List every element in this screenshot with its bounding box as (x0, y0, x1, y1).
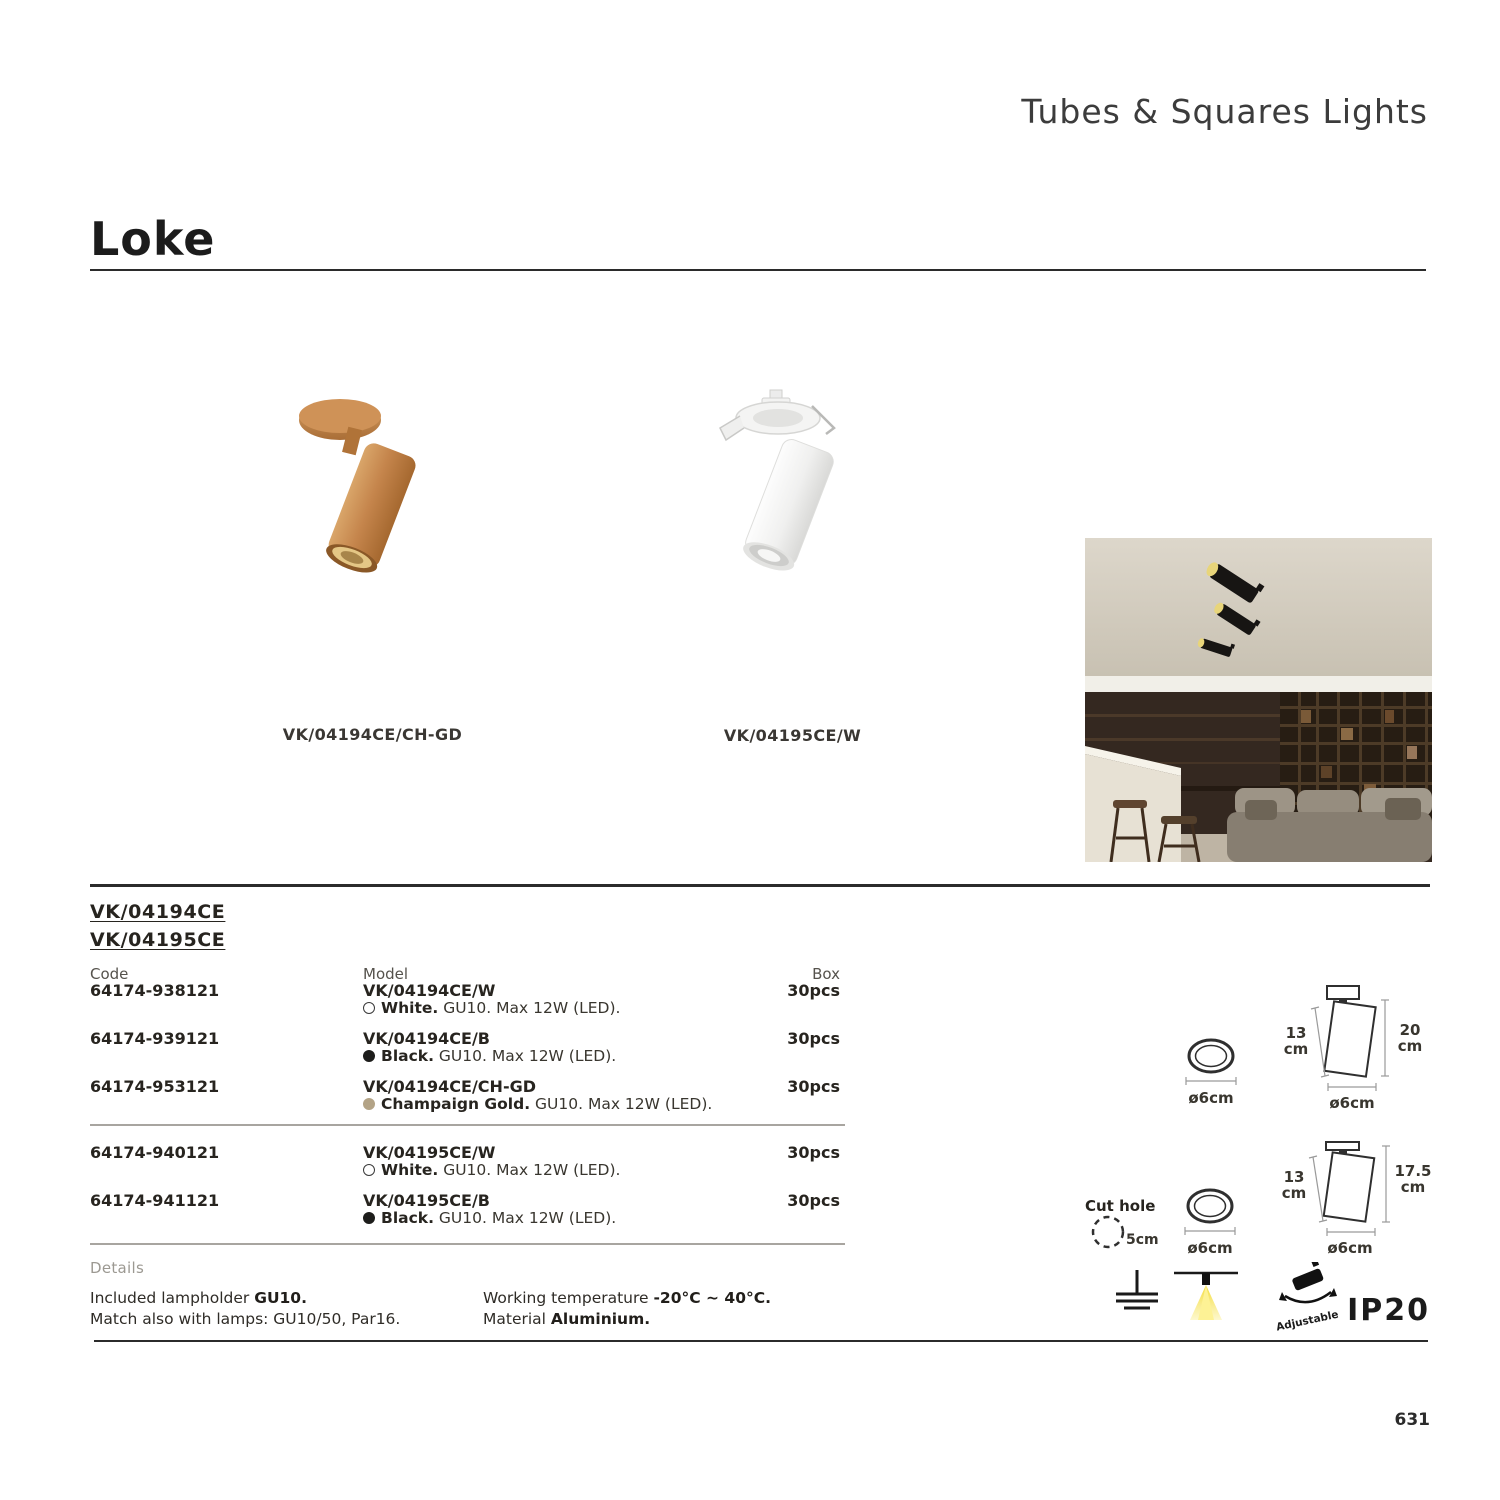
ceiling-light-icon (1174, 1273, 1238, 1320)
technical-drawings (1080, 950, 1440, 1262)
table-row (90, 1191, 840, 1211)
product-description: White. GU10. Max 12W (LED). (363, 999, 620, 1017)
table-row (90, 1077, 840, 1097)
svg-text:cm: cm (1281, 1184, 1307, 1202)
product-photo-ch-gd (285, 390, 455, 580)
svg-text:ø6cm: ø6cm (1329, 1094, 1375, 1112)
table-row (90, 1143, 840, 1163)
table-separator (90, 1124, 845, 1126)
detail-line: Material Aluminium. (483, 1310, 651, 1328)
ip-rating: IP20 (1347, 1293, 1430, 1328)
drawing-side-view-2 (1282, 1142, 1432, 1257)
box-quantity: 30pcs (787, 1191, 840, 1210)
adjustable-icon (1275, 1262, 1339, 1334)
box-quantity: 30pcs (787, 981, 840, 1000)
header-box: Box (812, 965, 840, 983)
details-left-column (90, 1288, 400, 1330)
product-description: White. GU10. Max 12W (LED). (363, 1161, 620, 1179)
product-code: 64174-939121 (90, 1029, 220, 1048)
drawing-cut-hole (1085, 1197, 1159, 1248)
table-top-rule (90, 884, 1430, 887)
box-quantity: 30pcs (787, 1029, 840, 1048)
product-code: 64174-940121 (90, 1143, 220, 1162)
svg-text:ø6cm: ø6cm (1327, 1239, 1373, 1257)
product-code: 64174-953121 (90, 1077, 220, 1096)
svg-text:17.5: 17.5 (1394, 1162, 1432, 1180)
bottom-rule (94, 1340, 1428, 1342)
drawing-side-view-1 (1284, 986, 1423, 1112)
product-description: Black. GU10. Max 12W (LED). (363, 1209, 616, 1227)
page-title: Loke (90, 212, 216, 266)
header-code: Code (90, 965, 129, 983)
product-model: VK/04194CE/W (363, 981, 496, 1000)
table-row (90, 1029, 840, 1049)
svg-text:20: 20 (1399, 1021, 1421, 1039)
white-spotlight-art (700, 388, 875, 580)
title-rule (90, 269, 1426, 271)
svg-text:cm: cm (1400, 1178, 1426, 1196)
feature-icons-row (1080, 1262, 1440, 1340)
product-model: VK/04194CE/CH-GD (363, 1077, 536, 1096)
product-model: VK/04194CE/B (363, 1029, 490, 1048)
product-code: 64174-938121 (90, 981, 220, 1000)
lifestyle-photo (1085, 538, 1432, 862)
gold-spotlight-art (285, 390, 455, 580)
page-number: 631 (1394, 1410, 1430, 1430)
product-code: 64174-941121 (90, 1191, 220, 1210)
product-model: VK/04195CE/B (363, 1191, 490, 1210)
drawing-top-view-1 (1186, 1040, 1236, 1107)
white-dot-icon (363, 1164, 375, 1176)
details-right-column (483, 1288, 771, 1330)
white-dot-icon (363, 1002, 375, 1014)
table-separator (90, 1243, 845, 1245)
product-description: Champaign Gold. GU10. Max 12W (LED). (363, 1095, 712, 1113)
svg-text:5cm: 5cm (1126, 1232, 1159, 1248)
svg-text:ø6cm: ø6cm (1187, 1239, 1233, 1257)
section-header: Tubes & Squares Lights (1021, 92, 1428, 131)
black-dot-icon (363, 1050, 375, 1062)
product-model: VK/04195CE/W (363, 1143, 496, 1162)
svg-text:Cut hole: Cut hole (1085, 1197, 1156, 1215)
box-quantity: 30pcs (787, 1077, 840, 1096)
svg-text:Adjustable: Adjustable (1275, 1308, 1340, 1334)
product-label-white: VK/04195CE/W (723, 726, 862, 745)
header-model: Model (363, 965, 409, 983)
svg-text:ø6cm: ø6cm (1188, 1089, 1234, 1107)
svg-text:cm: cm (1397, 1037, 1423, 1055)
drawing-top-view-2 (1185, 1190, 1235, 1257)
ground-class-icon (1116, 1270, 1158, 1308)
product-description: Black. GU10. Max 12W (LED). (363, 1047, 616, 1065)
details-label: Details (90, 1259, 145, 1277)
product-photo-white (700, 388, 875, 580)
black-dot-icon (363, 1212, 375, 1224)
svg-text:cm: cm (1283, 1040, 1309, 1058)
detail-line: Match also with lamps: GU10/50, Par16. (90, 1310, 401, 1328)
family-code-04195[interactable]: VK/04195CE (90, 929, 226, 951)
detail-line: Included lampholder GU10. (90, 1289, 307, 1307)
gold-dot-icon (363, 1098, 375, 1110)
svg-text:13: 13 (1283, 1168, 1305, 1186)
product-label-ch-gd: VK/04194CE/CH-GD (282, 725, 463, 744)
box-quantity: 30pcs (787, 1143, 840, 1162)
family-code-04194[interactable]: VK/04194CE (90, 901, 226, 923)
detail-line: Working temperature -20°C ~ 40°C. (483, 1289, 771, 1307)
svg-text:13: 13 (1285, 1024, 1307, 1042)
interior-scene-art (1085, 538, 1432, 862)
table-row (90, 981, 840, 1001)
